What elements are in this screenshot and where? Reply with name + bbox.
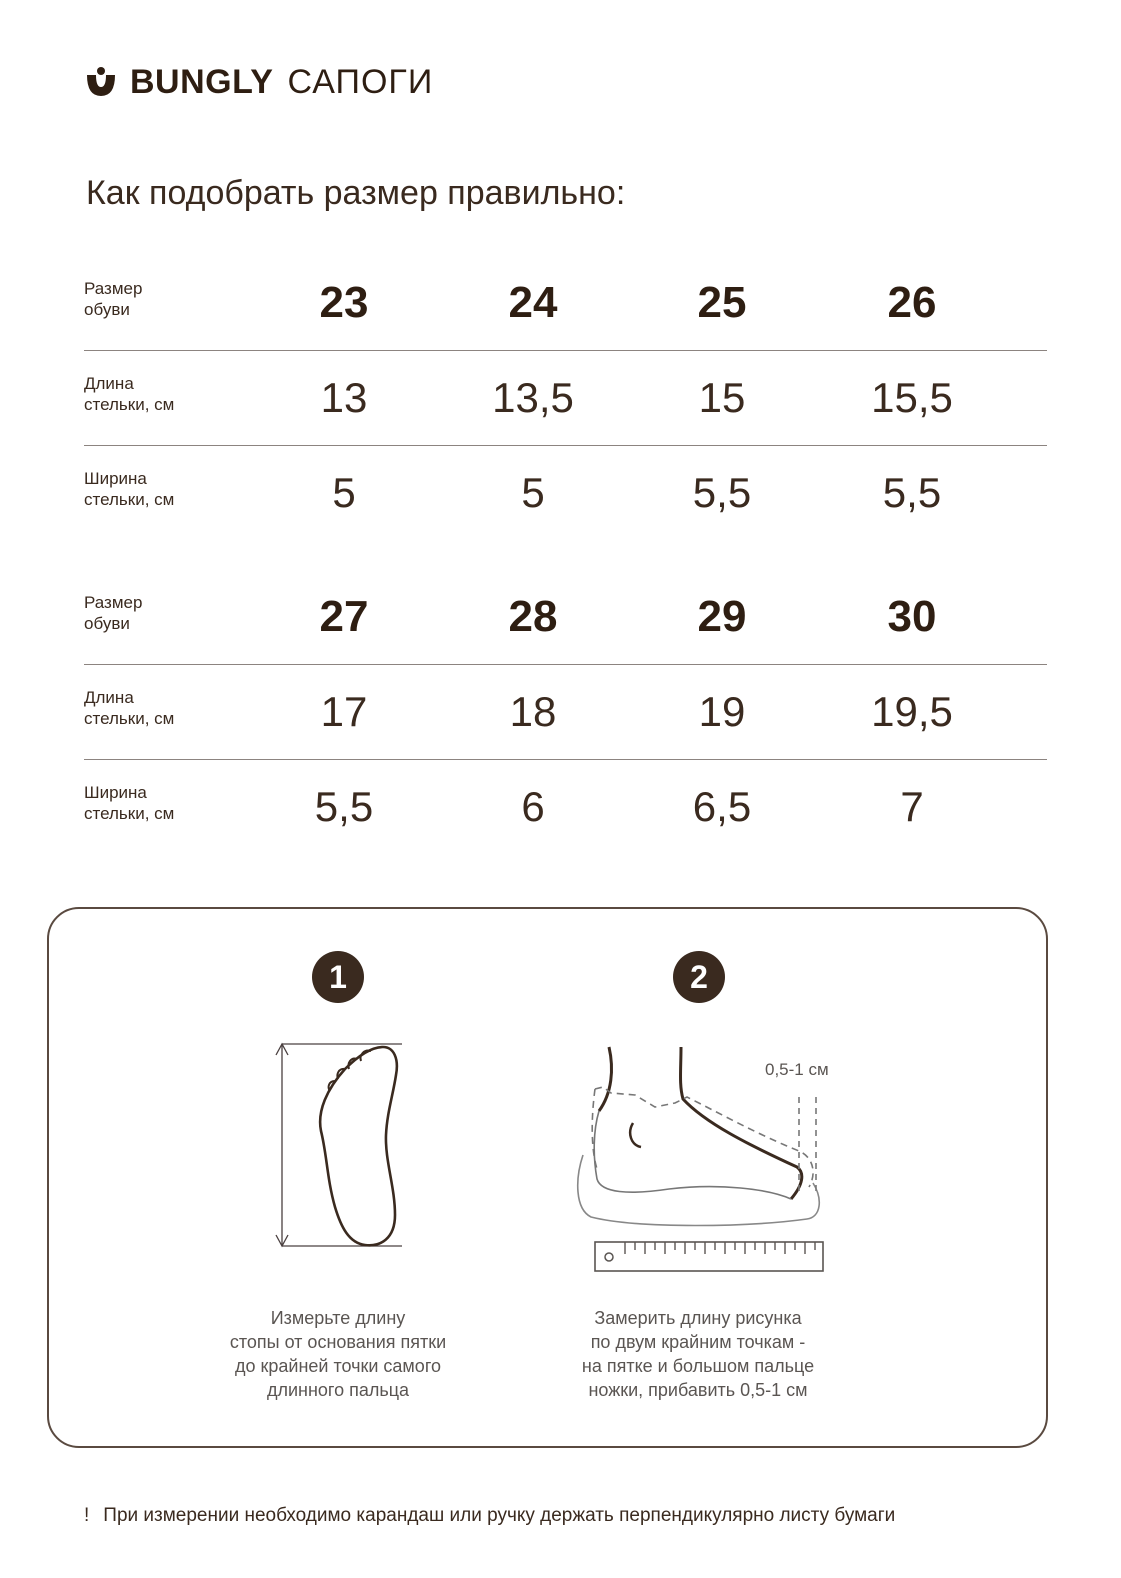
width-cell: 6,5 — [692, 783, 752, 830]
brand-header — [84, 60, 433, 104]
step-1-caption: Измерьте длину стопы от основания пятки до крайней точки самого длинного пальца — [229, 1308, 447, 1400]
row-label: Ширина стельки, см — [84, 783, 175, 823]
width-cell: 7 — [900, 783, 924, 830]
step-1-badge: 1 — [312, 951, 364, 1003]
brand-product: САПОГИ — [287, 62, 434, 101]
step-2-caption: Замерить длину рисунка по двум крайним точкам - на пятке и большом пальце ножки, прибавить 0,5-1 см — [581, 1308, 815, 1400]
length-cell: 19,5 — [871, 688, 953, 735]
table-row-length — [84, 351, 1047, 446]
width-cell: 6 — [521, 783, 545, 830]
size-table — [84, 570, 1047, 854]
size-cell: 25 — [697, 278, 747, 327]
warning-mark: ! — [84, 1505, 90, 1526]
size-cell: 29 — [697, 592, 747, 641]
table-row-length — [84, 665, 1047, 760]
length-cell: 18 — [509, 688, 557, 735]
length-cell: 13,5 — [492, 374, 574, 421]
width-cell: 5 — [332, 469, 356, 516]
length-cell: 17 — [320, 688, 368, 735]
row-label: Длина стельки, см — [84, 374, 175, 414]
size-cell: 28 — [508, 592, 558, 641]
foot-in-boot-icon — [569, 1039, 869, 1279]
table-row-width — [84, 446, 1047, 540]
table-row-sizes — [84, 570, 1047, 665]
table-row-sizes — [84, 256, 1047, 351]
length-cell: 15 — [698, 374, 746, 421]
size-cell: 30 — [887, 592, 937, 641]
ruler-ticks-icon — [625, 1242, 815, 1254]
table-row-width — [84, 760, 1047, 854]
footnote — [84, 1505, 895, 1527]
step-2-badge: 2 — [673, 951, 725, 1003]
row-label: Ширина стельки, см — [84, 469, 175, 509]
foot-outline-icon — [269, 1039, 409, 1254]
row-label: Размер обуви — [84, 593, 143, 633]
width-cell: 5 — [521, 469, 545, 516]
row-label: Размер обуви — [84, 279, 143, 319]
page-title: Как подобрать размер правильно: — [86, 174, 626, 212]
length-cell: 13 — [320, 374, 368, 421]
measuring-guide-panel — [47, 907, 1048, 1448]
size-cell: 27 — [319, 592, 369, 641]
row-label: Длина стельки, см — [84, 688, 175, 728]
width-cell: 5,5 — [314, 783, 374, 830]
width-cell: 5,5 — [692, 469, 752, 516]
footnote-text: При измерении необходимо карандаш или ручку держать перпендикулярно листу бумаги — [103, 1505, 896, 1526]
tolerance-label: 0,5-1 см — [765, 1060, 829, 1079]
bungly-logo-icon — [84, 65, 118, 99]
length-cell: 19 — [698, 688, 746, 735]
width-cell: 5,5 — [882, 469, 942, 516]
size-cell: 26 — [887, 278, 937, 327]
brand-name: BUNGLY — [130, 62, 274, 101]
size-cell: 23 — [319, 278, 369, 327]
size-cell: 24 — [508, 278, 558, 327]
size-table — [84, 256, 1047, 540]
length-cell: 15,5 — [871, 374, 953, 421]
